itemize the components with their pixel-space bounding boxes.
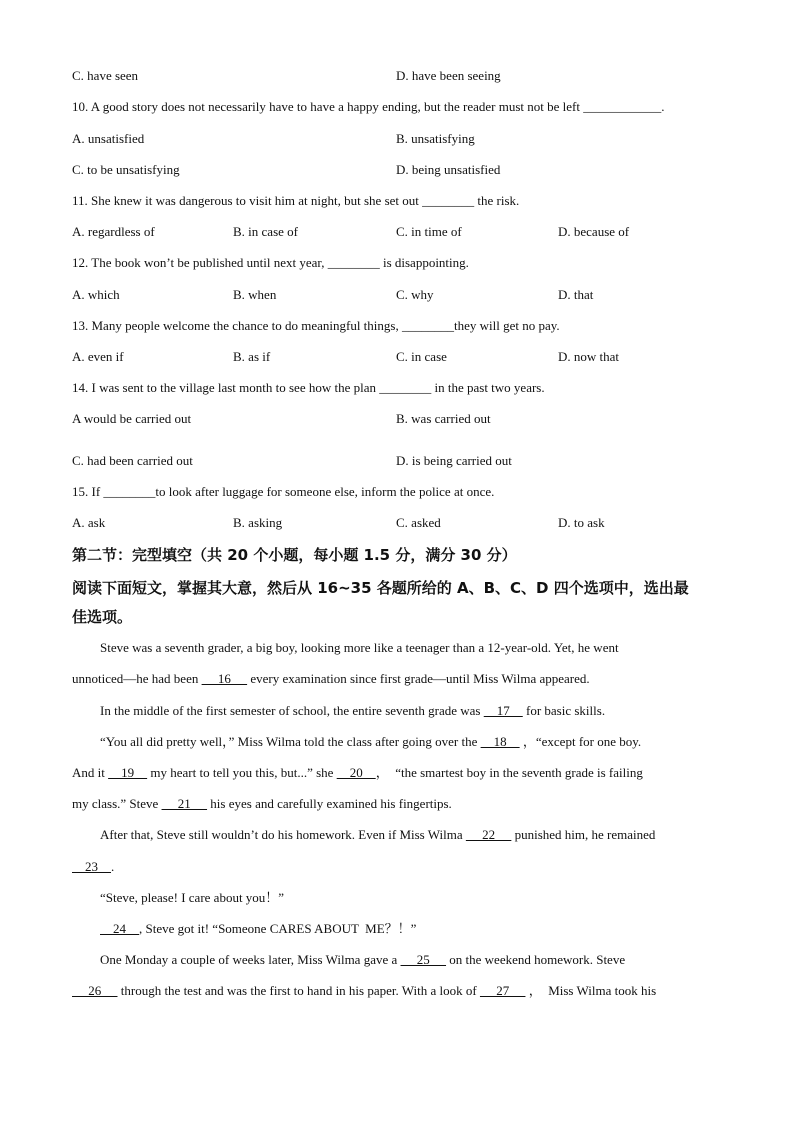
answer-option: D. that (558, 287, 594, 302)
passage-text: ， “the smartest boy in the seventh grade is failing (375, 765, 643, 780)
answer-option: B. was carried out (396, 411, 491, 426)
blank-number: 24 (100, 921, 139, 936)
answer-option: C. asked (396, 515, 441, 530)
answer-option: B. as if (233, 349, 271, 364)
blank-number: 21 (161, 796, 208, 811)
passage-text: One Monday a couple of weeks later, Miss Wilma gave a (100, 952, 401, 967)
answer-option: A. which (72, 287, 120, 302)
question-stem: 11. She knew it was dangerous to visit him at night, but she set out ________ the risk. (72, 193, 520, 208)
blank-number: 23 (72, 859, 111, 874)
passage-text: ， Miss Wilma took his (525, 983, 657, 998)
passage-line (100, 702, 605, 720)
answer-option: A would be carried out (72, 411, 192, 426)
answer-option: B. in case of (233, 224, 298, 239)
passage-text: through the test and was the first to hand in his paper. With a look of (117, 983, 480, 998)
blank-number: 19 (108, 765, 148, 780)
passage-line (72, 858, 114, 876)
passage-line (72, 670, 590, 688)
passage-text: “You all did pretty well，” Miss Wilma told the class after going over the (100, 734, 481, 749)
passage-line (100, 733, 641, 751)
passage-line (100, 826, 655, 844)
answer-option: A. even if (72, 349, 124, 364)
blank-number: 22 (465, 827, 512, 842)
answer-option: D. because of (558, 224, 630, 239)
answer-option: C. in time of (396, 224, 462, 239)
blank-number: 16 (201, 671, 248, 686)
passage-text: my heart to tell you this, but...” she (147, 765, 337, 780)
passage-text: “Steve, please! I care about you！” (100, 890, 285, 905)
section-title: 第二节：完型填空（共 20 个小题，每小题 1.5 分，满分 30 分） (72, 546, 517, 564)
question-stem: 10. A good story does not necessarily have to have a happy ending, but the reader must not be left ____________. (72, 99, 665, 114)
answer-option: A. unsatisfied (72, 131, 145, 146)
answer-option: D. being unsatisfied (396, 162, 501, 177)
answer-option: C. why (396, 287, 434, 302)
passage-text: his eyes and carefully examined his fingertips. (207, 796, 452, 811)
question-stem: 14. I was sent to the village last month to see how the plan ________ in the past two years. (72, 380, 545, 395)
passage-text: punished him, he remained (511, 827, 656, 842)
passage-line (72, 982, 656, 1000)
answer-option: C. had been carried out (72, 453, 193, 468)
passage-text: for basic skills. (522, 703, 606, 718)
answer-option: B. unsatisfying (396, 131, 475, 146)
passage-line (100, 889, 284, 907)
passage-text: my class.” Steve (72, 796, 162, 811)
blank-number: 20 (336, 765, 376, 780)
passage-text: And it (72, 765, 109, 780)
blank-number: 17 (483, 703, 523, 718)
answer-option: D. have been seeing (396, 68, 501, 83)
passage-text: After that, Steve still wouldn’t do his homework. Even if Miss Wilma (100, 827, 466, 842)
passage-text: unnoticed—he had been (72, 671, 202, 686)
blank-number: 27 (479, 983, 526, 998)
answer-option: D. to ask (558, 515, 605, 530)
passage-text: . (111, 859, 115, 874)
answer-option: A. ask (72, 515, 106, 530)
answer-option: C. to be unsatisfying (72, 162, 180, 177)
answer-option: C. in case (396, 349, 447, 364)
passage-text: ，“except for one boy. (519, 734, 642, 749)
question-stem: 13. Many people welcome the chance to do meaningful things, ________they will get no pay. (72, 318, 560, 333)
blank-number: 25 (400, 952, 447, 967)
passage-text: Steve was a seventh grader, a big boy, looking more like a teenager than a 12-year-old. Yet, he went (100, 640, 619, 655)
passage-line (100, 951, 625, 969)
instruction-line-2: 佳选项。 (72, 608, 133, 626)
answer-option: C. have seen (72, 68, 139, 83)
question-stem: 12. The book won’t be published until next year, ________ is disappointing. (72, 255, 469, 270)
answer-option: B. when (233, 287, 277, 302)
passage-text: In the middle of the first semester of school, the entire seventh grade was (100, 703, 484, 718)
passage-text: on the weekend homework. Steve (446, 952, 626, 967)
answer-option: B. asking (233, 515, 283, 530)
passage-text: , Steve got it! “Someone CARES ABOUT ME？！” (139, 921, 417, 936)
question-stem: 15. If ________to look after luggage for someone else, inform the police at once. (72, 484, 495, 499)
passage-text: every examination since first grade—until Miss Wilma appeared. (247, 671, 590, 686)
passage-line (100, 639, 619, 657)
instruction-line-1: 阅读下面短文，掌握其大意，然后从 16~35 各题所给的 A、B、C、D 四个选项中，选出最 (72, 579, 689, 597)
passage-line (72, 795, 452, 813)
answer-option: D. is being carried out (396, 453, 512, 468)
passage-line (72, 764, 643, 782)
blank-number: 26 (72, 983, 118, 998)
blank-number: 18 (480, 734, 520, 749)
answer-option: A. regardless of (72, 224, 155, 239)
passage-line (100, 920, 416, 938)
answer-option: D. now that (558, 349, 620, 364)
